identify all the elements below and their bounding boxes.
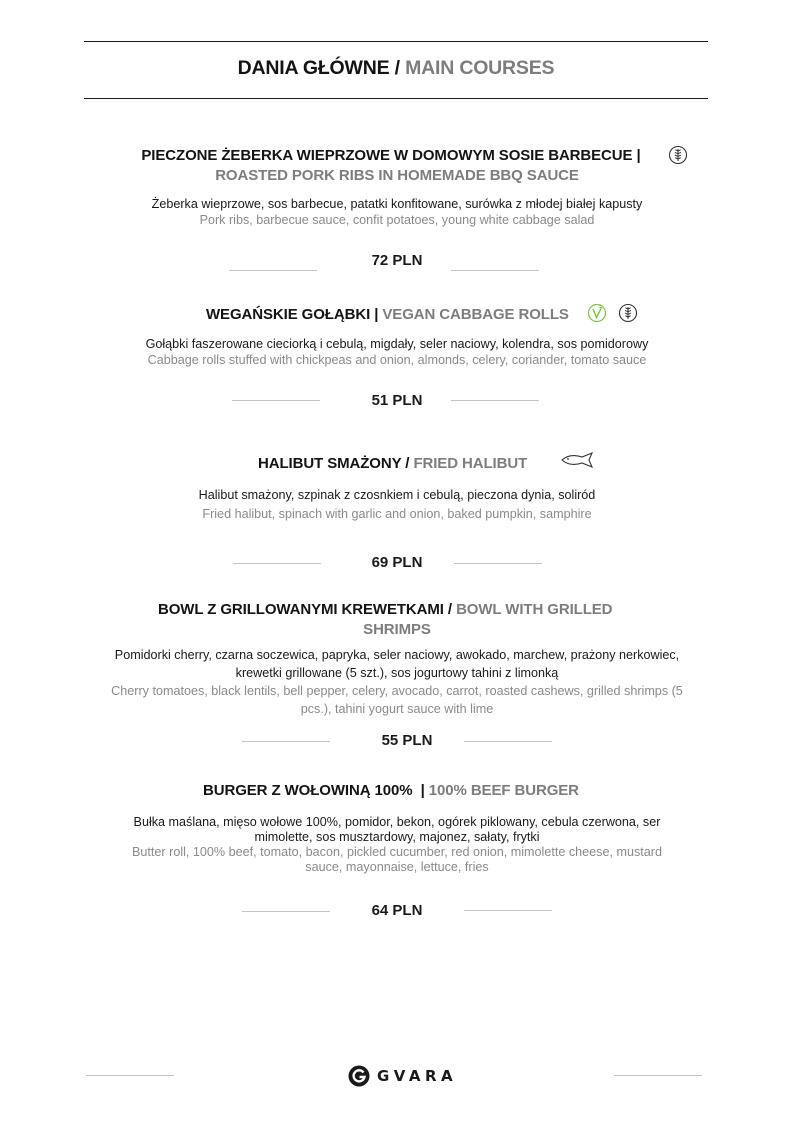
dish-name-en: ROASTED PORK RIBS IN HOMEMADE BBQ SAUCE xyxy=(215,167,579,184)
dish-description-en-line2: pcs.), tahini yogurt sauce with lime xyxy=(300,702,494,716)
dish-name-pl: BURGER Z WOŁOWINĄ 100% | xyxy=(203,782,425,799)
dish-title-en xyxy=(0,166,794,185)
price-divider-left xyxy=(242,911,330,912)
dish-title xyxy=(158,600,612,619)
dish-name-pl: WEGAŃSKIE GOŁĄBKI | xyxy=(206,306,379,323)
page-title-en: MAIN COURSES xyxy=(405,57,555,79)
price-divider-left xyxy=(232,400,320,401)
price-divider-left xyxy=(242,741,330,742)
header-top-rule xyxy=(84,41,708,42)
dish-title xyxy=(206,305,569,324)
price-divider-right xyxy=(451,400,539,401)
dish-name-en: VEGAN CABBAGE ROLLS xyxy=(382,306,569,323)
dish-description-en: Cabbage rolls stuffed with chickpeas and onion, almonds, celery, coriander, tomato sauce xyxy=(147,353,647,367)
brand-logo xyxy=(348,1064,457,1088)
dish-name-pl: PIECZONE ŻEBERKA WIEPRZOWE W DOMOWYM SOSIE BARBECUE | xyxy=(141,147,641,164)
dish-description-pl-line1: Bułka maślana, mięso wołowe 100%, pomidor, bekon, ogórek piklowany, cebula czerwona, ser xyxy=(133,815,661,829)
dish-description-pl: Gołąbki faszerowane cieciorką i cebulą, migdały, seler naciowy, kolendra, sos pomidorowy xyxy=(145,337,649,351)
dish-price: 51 PLN xyxy=(371,392,423,409)
dish-price: 72 PLN xyxy=(371,252,423,269)
dish-title xyxy=(258,454,527,473)
price-divider-left xyxy=(229,270,317,271)
dish-name-pl: BOWL Z GRILLOWANYMI KREWETKAMI / xyxy=(158,601,452,618)
dish-description-pl-line2: krewetki grillowane (5 szt.), sos jogurtowy tahini z limonką xyxy=(235,666,559,680)
dish-description-en: Pork ribs, barbecue sauce, confit potatoes, young white cabbage salad xyxy=(199,213,595,227)
gluten-free-icon xyxy=(618,303,638,328)
price-divider-right xyxy=(454,563,542,564)
vegan-icon xyxy=(587,303,607,328)
brand-name: GVARA xyxy=(377,1067,458,1085)
gvara-logo-icon xyxy=(348,1065,370,1087)
dish-description-pl-line2: mimolette, sos musztardowy, majonez, sałaty, frytki xyxy=(254,830,540,844)
dish-price: 55 PLN xyxy=(381,732,433,749)
price-divider-right xyxy=(464,910,552,911)
price-divider-right xyxy=(464,741,552,742)
dish-description-pl: Żeberka wieprzowe, sos barbecue, patatki konfitowane, surówka z młodej białej kapusty xyxy=(151,197,643,211)
footer-divider-right xyxy=(614,1075,702,1076)
dish-price: 69 PLN xyxy=(371,554,423,571)
dish-description-en-line1: Cherry tomatoes, black lentils, bell pepper, celery, avocado, carrot, roasted cashews, grilled shrimps (5 xyxy=(111,684,683,698)
price-divider-right xyxy=(451,270,539,271)
dish-description-pl-line1: Pomidorki cherry, czarna soczewica, papryka, seler naciowy, awokado, marchew, prażony nerkowiec, xyxy=(114,648,680,662)
fish-icon xyxy=(560,451,596,474)
dish-description-en: Fried halibut, spinach with garlic and onion, baked pumpkin, samphire xyxy=(202,507,592,521)
dish-name-pl: HALIBUT SMAŻONY / xyxy=(258,455,410,472)
dish-title xyxy=(203,781,579,800)
footer-divider-left xyxy=(86,1075,174,1076)
dish-price: 64 PLN xyxy=(371,902,423,919)
dish-name-en: 100% BEEF BURGER xyxy=(428,782,579,799)
dish-name-en-line2: SHRIMPS xyxy=(363,621,431,638)
dish-description-pl: Halibut smażony, szpinak z czosnkiem i cebulą, pieczona dynia, soliród xyxy=(198,488,596,502)
page-title-separator: / xyxy=(394,57,400,79)
dish-description-en-line1: Butter roll, 100% beef, tomato, bacon, pickled cucumber, red onion, mimolette cheese, mustard xyxy=(132,845,662,859)
page-title-pl: DANIA GŁÓWNE xyxy=(237,57,390,79)
dish-title-en-line2 xyxy=(0,620,794,639)
dish-name-en-line1: BOWL WITH GRILLED xyxy=(456,601,613,618)
dish-description-en-line2: sauce, mayonnaise, lettuce, fries xyxy=(305,860,489,874)
dish-name-en: FRIED HALIBUT xyxy=(413,455,528,472)
price-divider-left xyxy=(233,563,321,564)
header-bottom-rule xyxy=(84,98,708,99)
page-title xyxy=(84,57,708,80)
